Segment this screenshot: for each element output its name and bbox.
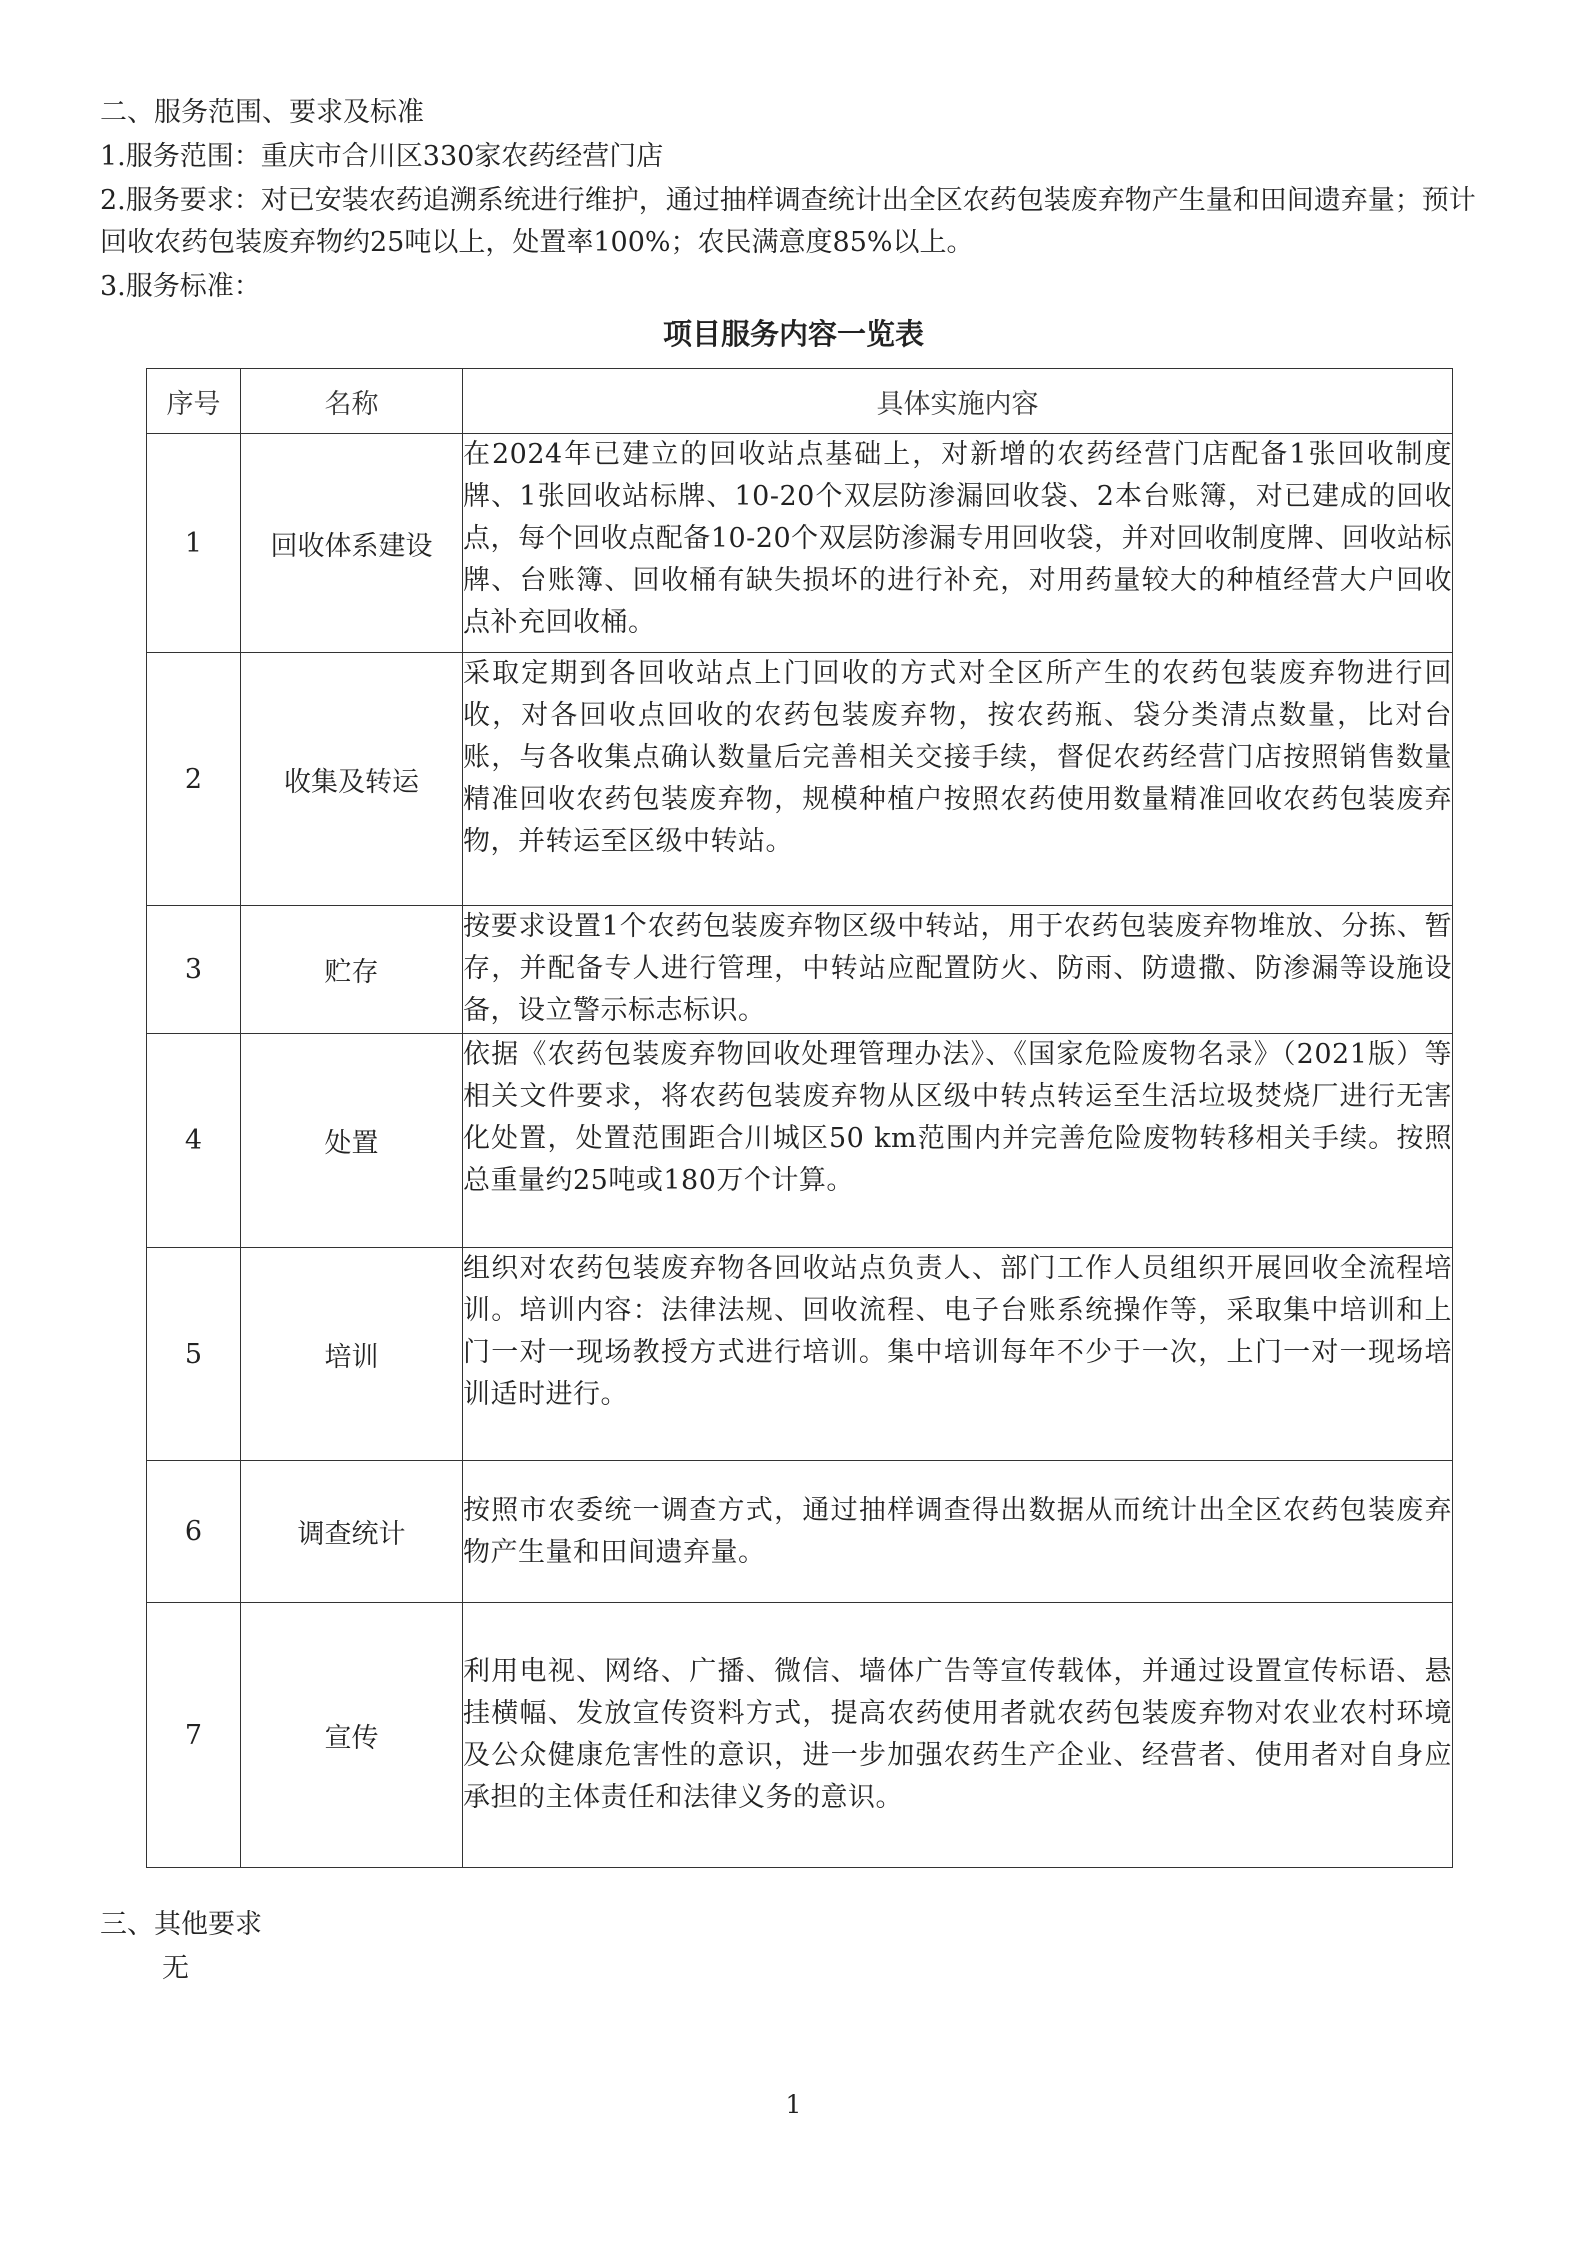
row-content: 按要求设置1个农药包装废弃物区级中转站，用于农药包装废弃物堆放、分拣、暂存，并配备专人进行管理，中转站应配置防火、防雨、防遗撒、防渗漏等设施设备，设立警示标志标识。 bbox=[463, 906, 1453, 1034]
row-number: 5 bbox=[147, 1248, 241, 1461]
column-header-content: 具体实施内容 bbox=[463, 369, 1453, 434]
row-name: 调查统计 bbox=[241, 1461, 463, 1603]
table-header-row bbox=[147, 369, 1453, 434]
row-content: 依据《农药包装废弃物回收处理管理办法》、《国家危险废物名录》（2021版）等相关文件要求，将农药包装废弃物从区级中转点转运至生活垃圾焚烧厂进行无害化处置，处置范围距合川城区50 km范围内并完善危险废物转移相关手续。按照总重量约25吨或180万个计算。 bbox=[463, 1034, 1453, 1248]
row-content: 利用电视、网络、广播、微信、墙体广告等宣传载体，并通过设置宣传标语、悬挂横幅、发放宣传资料方式，提高农药使用者就农药包装废弃物对农业农村环境及公众健康危害性的意识，进一步加强农药生产企业、经营者、使用者对自身应承担的主体责任和法律义务的意识。 bbox=[463, 1603, 1453, 1868]
service-requirements-paragraph: 2.服务要求：对已安装农药追溯系统进行维护，通过抽样调查统计出全区农药包装废弃物产生量和田间遗弃量；预计回收农药包装废弃物约25吨以上，处置率100%；农民满意度85%以上。 bbox=[100, 185, 1476, 258]
other-requirements-text: 无 bbox=[162, 1953, 189, 1984]
page-number: 1 bbox=[785, 2090, 802, 2119]
table-row bbox=[147, 1034, 1453, 1248]
section-heading: 三、其他要求 bbox=[100, 1909, 262, 1940]
row-content: 按照市农委统一调查方式，通过抽样调查得出数据从而统计出全区农药包装废弃物产生量和田间遗弃量。 bbox=[463, 1461, 1453, 1603]
row-name: 培训 bbox=[241, 1248, 463, 1461]
row-number: 1 bbox=[147, 434, 241, 653]
section-heading: 二、服务范围、要求及标准 bbox=[100, 97, 424, 128]
table-title: 项目服务内容一览表 bbox=[662, 317, 924, 351]
row-name: 贮存 bbox=[241, 906, 463, 1034]
table-row bbox=[147, 1603, 1453, 1868]
table-row bbox=[147, 434, 1453, 653]
column-header-number: 序号 bbox=[147, 369, 241, 434]
row-name: 处置 bbox=[241, 1034, 463, 1248]
row-content: 采取定期到各回收站点上门回收的方式对全区所产生的农药包装废弃物进行回收，对各回收点回收的农药包装废弃物，按农药瓶、袋分类清点数量，比对台账，与各收集点确认数量后完善相关交接手续，督促农药经营门店按照销售数量精准回收农药包装废弃物，规模种植户按照农药使用数量精准回收农药包装废弃物，并转运至区级中转站。 bbox=[463, 653, 1453, 906]
row-name: 宣传 bbox=[241, 1603, 463, 1868]
row-name: 回收体系建设 bbox=[241, 434, 463, 653]
table-row bbox=[147, 653, 1453, 906]
row-number: 4 bbox=[147, 1034, 241, 1248]
table-row bbox=[147, 906, 1453, 1034]
row-content: 组织对农药包装废弃物各回收站点负责人、部门工作人员组织开展回收全流程培训。培训内容：法律法规、回收流程、电子台账系统操作等，采取集中培训和上门一对一现场教授方式进行培训。集中培训每年不少于一次，上门一对一现场培训适时进行。 bbox=[463, 1248, 1453, 1461]
row-number: 2 bbox=[147, 653, 241, 906]
table-row bbox=[147, 1248, 1453, 1461]
service-scope-paragraph: 1.服务范围：重庆市合川区330家农药经营门店 bbox=[100, 141, 664, 172]
row-content: 在2024年已建立的回收站点基础上，对新增的农药经营门店配备1张回收制度牌、1张回收站标牌、10-20个双层防渗漏回收袋、2本台账簿，对已建成的回收点，每个回收点配备10-20个双层防渗漏专用回收袋，并对回收制度牌、回收站标牌、台账簿、回收桶有缺失损坏的进行补充，对用药量较大的种植经营大户回收点补充回收桶。 bbox=[463, 434, 1453, 653]
table-row bbox=[147, 1461, 1453, 1603]
service-content-table bbox=[146, 368, 1453, 1868]
row-number: 7 bbox=[147, 1603, 241, 1868]
column-header-name: 名称 bbox=[241, 369, 463, 434]
row-number: 6 bbox=[147, 1461, 241, 1603]
row-number: 3 bbox=[147, 906, 241, 1034]
service-standard-paragraph: 3.服务标准： bbox=[100, 271, 261, 302]
row-name: 收集及转运 bbox=[241, 653, 463, 906]
